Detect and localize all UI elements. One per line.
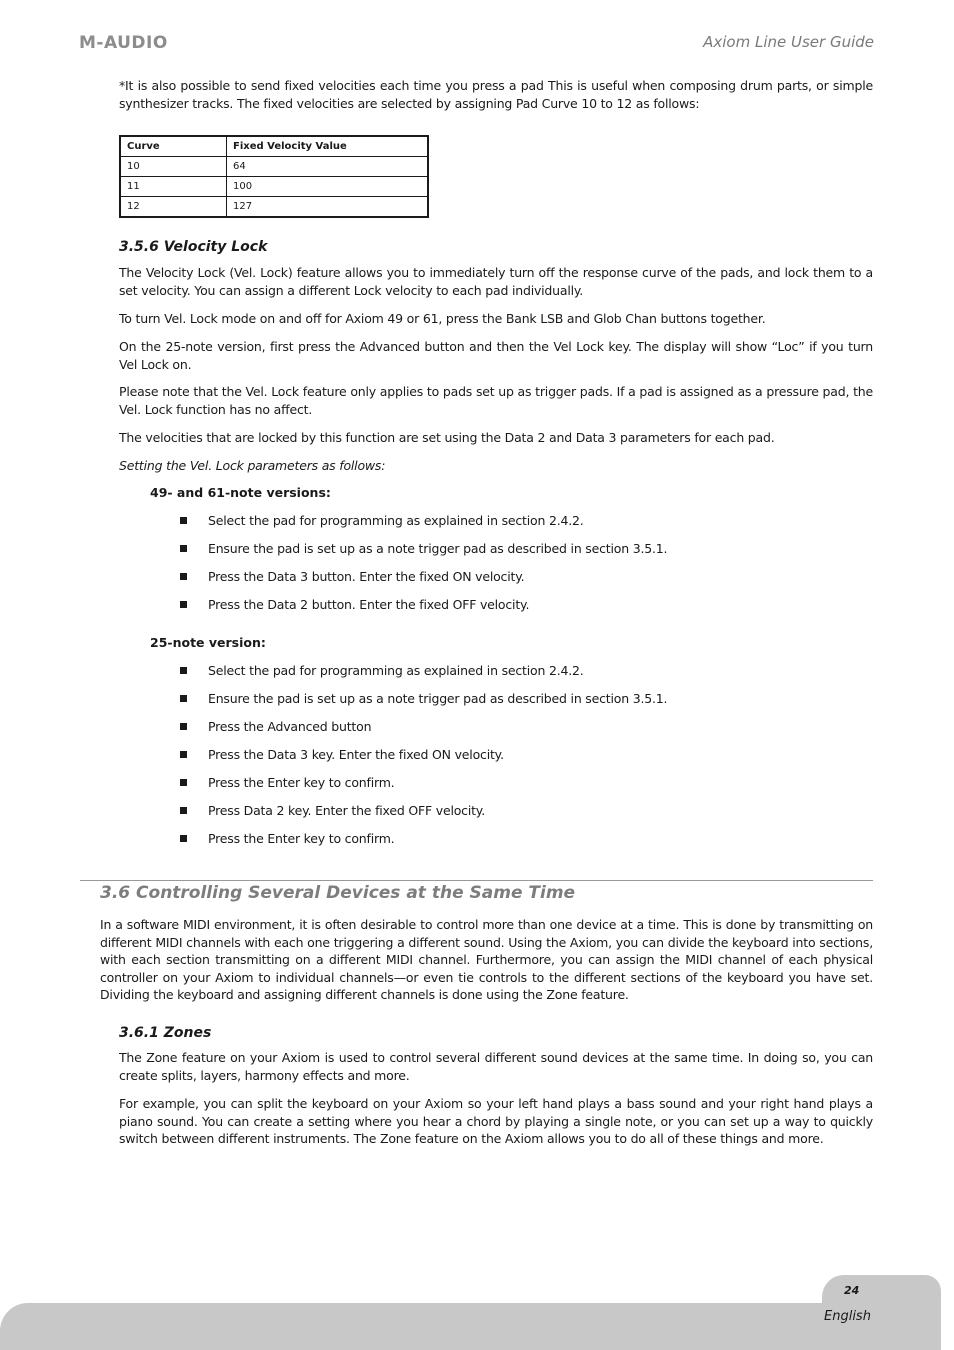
section-title-3-6: 3.6 Controlling Several Devices at the Same Time — [100, 883, 576, 903]
list-item: Press the Data 2 button. Enter the fixed OFF velocity. — [180, 597, 529, 612]
list-item: Press the Advanced button — [180, 719, 371, 734]
bullet-square-icon — [180, 517, 187, 524]
bullet-square-icon — [180, 751, 187, 758]
table-cell: 100 — [227, 177, 429, 197]
zones-heading: 3.6.1 Zones — [119, 1025, 212, 1041]
table-row — [120, 197, 428, 218]
footer-bar — [0, 1303, 941, 1350]
list-item: Select the pad for programming as explained in section 2.4.2. — [180, 513, 584, 528]
bullet-square-icon — [180, 545, 187, 552]
table-row — [120, 177, 428, 197]
bullet-square-icon — [180, 573, 187, 580]
section-divider — [80, 880, 873, 881]
bullet-square-icon — [180, 601, 187, 608]
bullet-square-icon — [180, 695, 187, 702]
list-item: Press Data 2 key. Enter the fixed OFF velocity. — [180, 803, 485, 818]
velocity-lock-paragraph-5: The velocities that are locked by this function are set using the Data 2 and Data 3 parameters for each pad. — [119, 430, 775, 445]
list-item: Press the Enter key to confirm. — [180, 775, 394, 790]
list-item: Press the Enter key to confirm. — [180, 831, 394, 846]
group-label-25: 25-note version: — [150, 635, 266, 650]
fixed-velocity-table — [119, 135, 429, 218]
list-item: Select the pad for programming as explained in section 2.4.2. — [180, 663, 584, 678]
setting-note: Setting the Vel. Lock parameters as follows: — [119, 458, 386, 473]
list-item: Ensure the pad is set up as a note trigger pad as described in section 3.5.1. — [180, 541, 667, 556]
table-cell: 10 — [120, 157, 227, 177]
bullet-square-icon — [180, 779, 187, 786]
table-header-curve: Curve — [120, 136, 227, 157]
zones-paragraph-1: The Zone feature on your Axiom is used to control several different sound devices at the same time. In doing so, you can create splits, layers, harmony effects and more. — [119, 1050, 873, 1083]
velocity-lock-heading: 3.5.6 Velocity Lock — [119, 239, 268, 255]
velocity-lock-paragraph-1: The Velocity Lock (Vel. Lock) feature allows you to immediately turn off the response curve of the pads, and lock them to a set velocity. You can assign a different Lock velocity to each pad individually. — [119, 265, 873, 298]
bullet-square-icon — [180, 723, 187, 730]
velocity-lock-paragraph-2: To turn Vel. Lock mode on and off for Axiom 49 or 61, press the Bank LSB and Glob Chan buttons together. — [119, 311, 766, 326]
bullet-square-icon — [180, 807, 187, 814]
bullet-square-icon — [180, 667, 187, 674]
table-row — [120, 157, 428, 177]
table-header-row — [120, 136, 428, 157]
list-item: Ensure the pad is set up as a note trigger pad as described in section 3.5.1. — [180, 691, 667, 706]
table-cell: 127 — [227, 197, 429, 218]
guide-title: Axiom Line User Guide — [703, 33, 874, 51]
table-cell: 12 — [120, 197, 227, 218]
brand-logo: M-AUDIO — [79, 33, 168, 53]
footer-language: English — [824, 1309, 871, 1324]
velocity-lock-paragraph-4: Please note that the Vel. Lock feature only applies to pads set up as trigger pads. If a pad is assigned as a pressure pad, the Vel. Lock function has no affect. — [119, 384, 873, 417]
table-cell: 11 — [120, 177, 227, 197]
intro-paragraph: *It is also possible to send fixed velocities each time you press a pad This is useful when composing drum parts, or simple synthesizer tracks. The fixed velocities are selected by assigning Pad Curve 10 to 12 as follows: — [119, 78, 873, 111]
zones-paragraph-2: For example, you can split the keyboard on your Axiom so your left hand plays a bass sound and your right hand plays a piano sound. You can create a setting where you hear a chord by playing a single note, or you can set up a way to quickly switch between different instruments. The Zone feature on the Axiom allows you to do all of these things and more. — [119, 1096, 873, 1146]
section-3-6-paragraph: In a software MIDI environment, it is often desirable to control more than one device at a time. This is done by transmitting on different MIDI channels with each one triggering a different sound. Using the Axiom, you can divide the keyboard into sections, with each section transmitting on a different MIDI channel. Furthermore, you can assign the MIDI channel of each physical controller on your Axiom to individual channels—or even tie controls to the different sections of the keyboard you have set. Dividing the keyboard and assigning different channels is done using the Zone feature. — [100, 917, 873, 1002]
velocity-lock-paragraph-3: On the 25-note version, first press the Advanced button and then the Vel Lock key. The display will show “Loc” if you turn Vel Lock on. — [119, 339, 873, 372]
table-header-value: Fixed Velocity Value — [227, 136, 429, 157]
list-item: Press the Data 3 key. Enter the fixed ON velocity. — [180, 747, 504, 762]
bullet-square-icon — [180, 835, 187, 842]
list-item: Press the Data 3 button. Enter the fixed ON velocity. — [180, 569, 524, 584]
page-number: 24 — [844, 1284, 860, 1297]
group-label-49-61: 49- and 61-note versions: — [150, 485, 331, 500]
table-cell: 64 — [227, 157, 429, 177]
